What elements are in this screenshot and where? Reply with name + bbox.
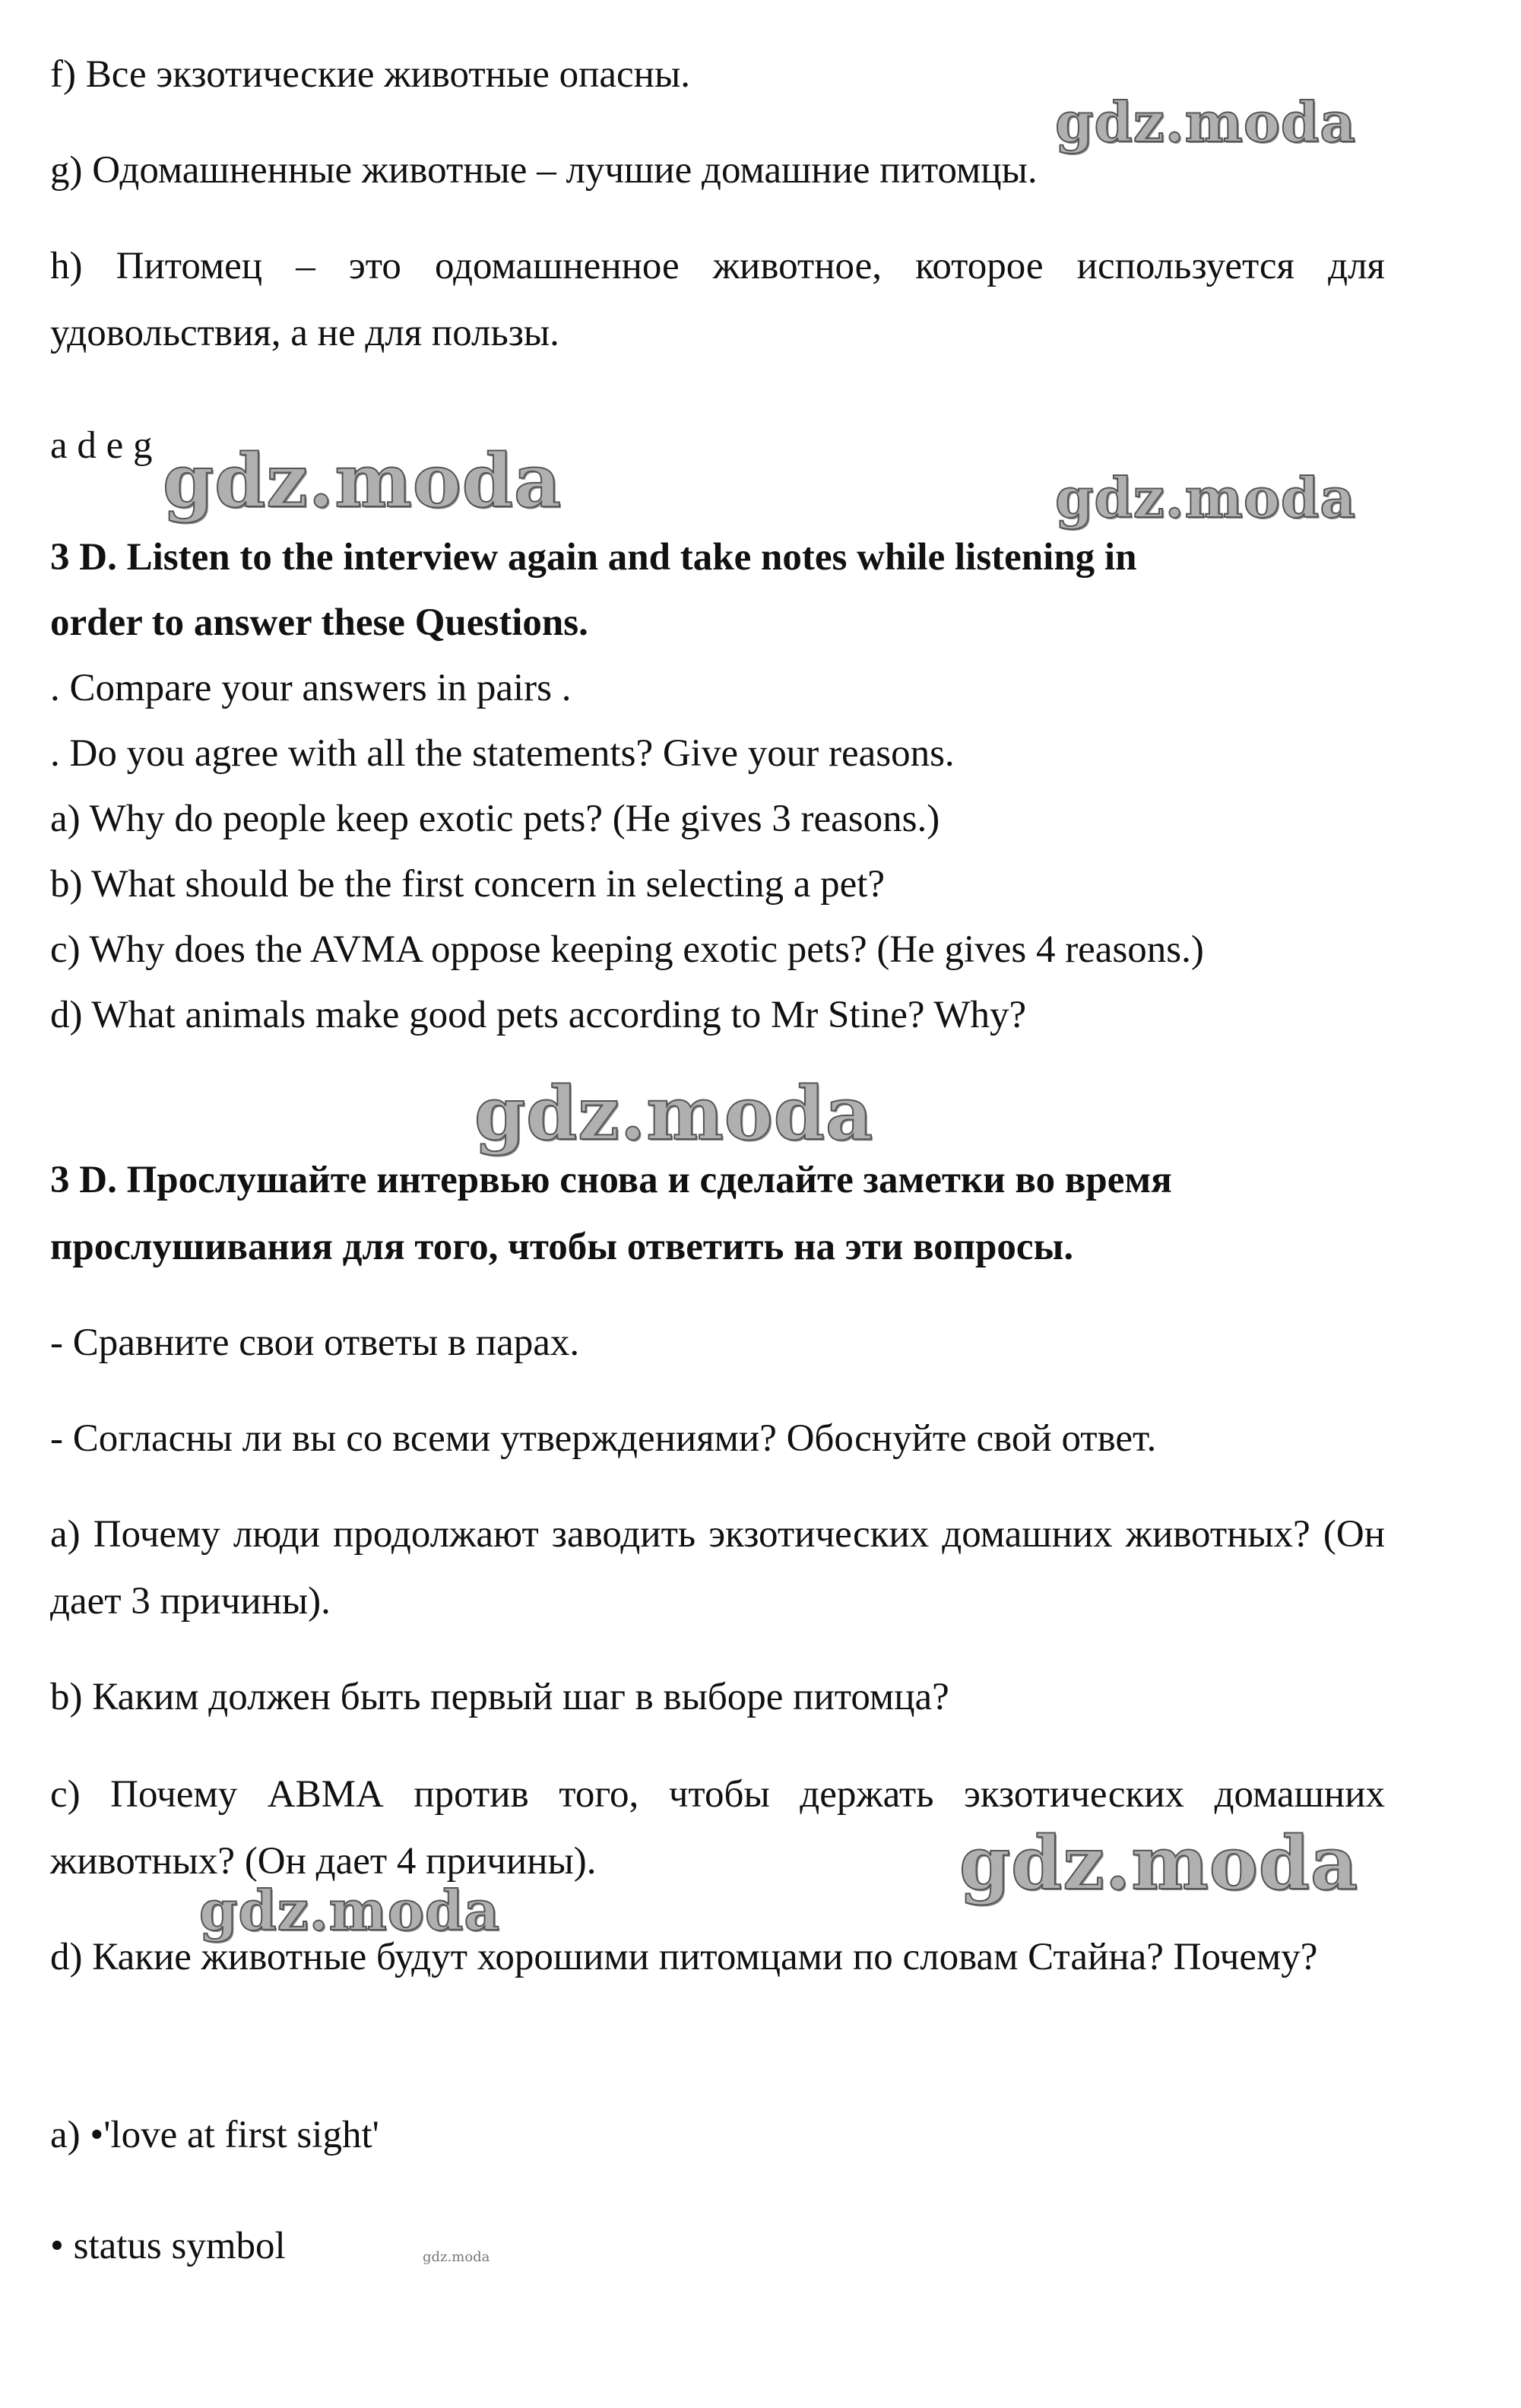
watermark-logo: gdz.moda <box>959 1820 1359 1906</box>
russian-question-a: a) Почему люди продолжают заводить экзотических домашних животных? (Он дает 3 причины). <box>50 1513 1385 1623</box>
watermark-logo: gdz.moda <box>163 438 562 524</box>
russian-title-line1: 3 D. Прослушайте интервью снова и сделайте заметки во время <box>50 1159 1172 1201</box>
statement-h: h) Питомец – это одомашненное животное, которое используется для удовольствия, а не для пользы. <box>50 245 1385 354</box>
statement-g: g) Одомашненные животные – лучшие домашние питомцы. <box>50 149 1038 192</box>
english-question-c: c) Why does the AVMA oppose keeping exotic pets? (He gives 4 reasons.) <box>50 928 1204 971</box>
english-question-b: b) What should be the first concern in selecting a pet? <box>50 863 886 906</box>
statement-f: f) Все экзотические животные опасны. <box>50 53 690 96</box>
answer-letters: a d e g <box>50 424 153 467</box>
answer-status-symbol: • status symbol <box>50 2225 286 2267</box>
russian-question-d: d) Какие животные будут хорошими питомцами по словам Стайна? Почему? <box>50 1936 1318 1978</box>
english-title-line1: 3 D. Listen to the interview again and take notes while listening in <box>50 536 1137 579</box>
english-title-line2: order to answer these Questions. <box>50 601 588 644</box>
russian-question-c: c) Почему АВМА против того, чтобы держать экзотических домашних животных? (Он дает 4 причины). <box>50 1773 1385 1883</box>
watermark-small-text: gdz.moda <box>423 2249 490 2265</box>
english-question-d: d) What animals make good pets according to Mr Stine? Why? <box>50 994 1027 1036</box>
answer-a: a) •'love at first sight' <box>50 2114 379 2156</box>
russian-question-b: b) Каким должен быть первый шаг в выборе питомца? <box>50 1676 949 1718</box>
watermark-logo: gdz.moda <box>199 1878 500 1943</box>
english-question-a: a) Why do people keep exotic pets? (He gives 3 reasons.) <box>50 798 940 840</box>
watermark-logo: gdz.moda <box>474 1071 874 1156</box>
english-instruction-2: . Do you agree with all the statements? Give your reasons. <box>50 732 955 775</box>
watermark-logo: gdz.moda <box>1055 90 1356 154</box>
watermark-logo: gdz.moda <box>1055 465 1356 530</box>
english-instruction-1: . Compare your answers in pairs . <box>50 667 572 709</box>
russian-instruction-2: - Согласны ли вы со всеми утверждениями? Обоснуйте свой ответ. <box>50 1417 1157 1460</box>
russian-instruction-1: - Сравните свои ответы в парах. <box>50 1321 580 1364</box>
russian-title-line2: прослушивания для того, чтобы ответить на эти вопросы. <box>50 1226 1074 1268</box>
